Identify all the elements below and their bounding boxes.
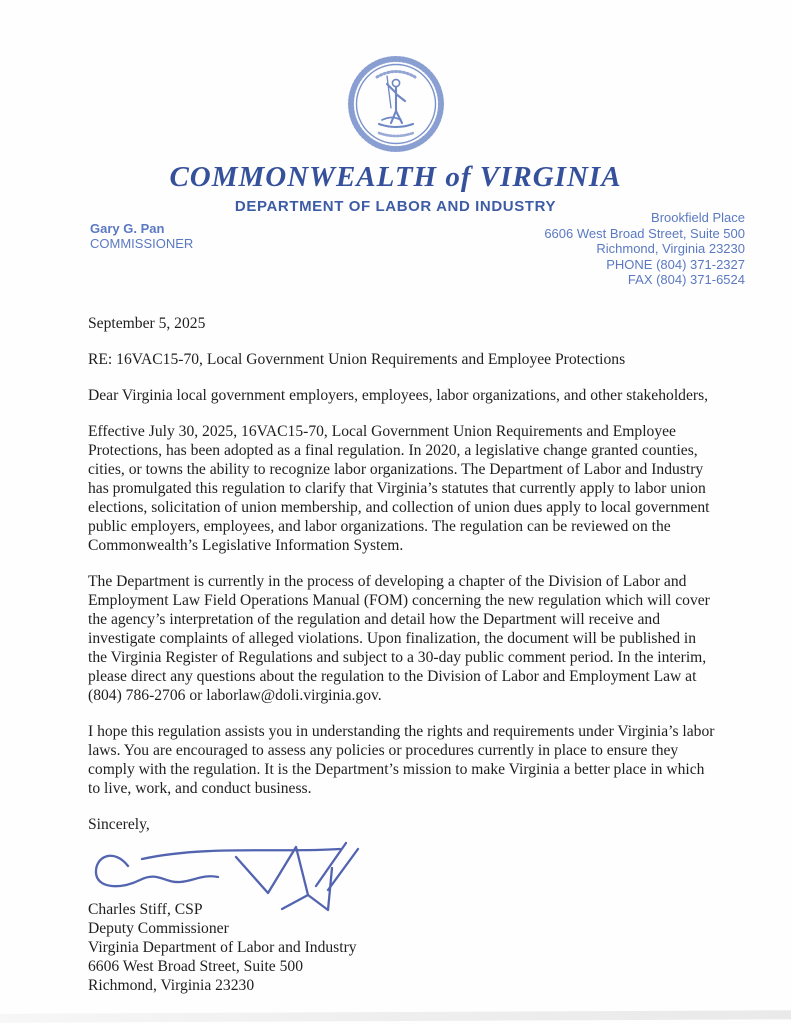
signer-city: Richmond, Virginia 23230 <box>88 976 255 994</box>
org-title: COMMONWEALTH of VIRGINIA <box>169 161 622 193</box>
re-line: RE: 16VAC15-70, Local Government Union Requirements and Employee Protections <box>88 350 626 368</box>
commissioner-name: Gary G. Pan <box>90 221 165 236</box>
address-line: Brookfield Place <box>651 210 745 225</box>
closing: Sincerely, <box>88 815 150 833</box>
paragraph-3: I hope this regulation assists you in understanding the rights and requirements under Virginia’s labor laws. You are encouraged to assess any policies or procedures currently in place to ensure they comply with the regulation. It is the Department’s mission to make Virginia a better place in which to live, work, and conduct business. <box>88 722 715 797</box>
address-line: 6606 West Broad Street, Suite 500 <box>544 225 745 241</box>
handwritten-signature <box>90 836 370 914</box>
signer-org: Virginia Department of Labor and Industry <box>88 938 357 956</box>
letter-body <box>0 288 791 995</box>
letter-date: September 5, 2025 <box>88 314 206 332</box>
dept-title: DEPARTMENT OF LABOR AND INDUSTRY <box>234 198 557 215</box>
address-line: Richmond, Virginia 23230 <box>596 241 745 256</box>
letterhead <box>0 0 791 288</box>
address-line: PHONE (804) 371-2327 <box>606 256 745 272</box>
office-address-block <box>544 210 745 288</box>
virginia-state-seal-icon <box>344 54 448 154</box>
scan-page-edge <box>0 1010 791 1023</box>
letterhead-info-row <box>0 210 791 288</box>
commissioner-block <box>90 210 193 251</box>
signer-street: 6606 West Broad Street, Suite 500 <box>88 957 304 975</box>
signer-title: Deputy Commissioner <box>88 919 229 937</box>
paragraph-1: Effective July 30, 2025, 16VAC15-70, Local Government Union Requirements and Employee Protections, has been adopted as a final regulation. In 2020, a legislative change granted counties, cities, or towns the ability to recognize labor organizations. The Department of Labor and Industry has promulgated this regulation to clarify that Virginia’s statutes that currently apply to labor union elections, solicitation of union membership, and collection of union dues apply to local government public employers, employees, and labor organizations. The regulation can be reviewed on the Commonwealth’s Legislative Information System. <box>88 422 710 554</box>
commissioner-title: COMMISSIONER <box>90 236 194 251</box>
signer-name: Charles Stiff, CSP <box>88 900 203 918</box>
salutation: Dear Virginia local government employers, employees, labor organizations, and other stakeholders, <box>88 386 709 404</box>
paragraph-2: The Department is currently in the process of developing a chapter of the Division of Labor and Employment Law Field Operations Manual (FOM) concerning the new regulation which will cover the agency’s interpretation of the regulation and detail how the Department will receive and investigate complaints of alleged violations. Upon finalization, the document will be published in the Virginia Register of Regulations and subject to a 30-day public comment period. In the interim, please direct any questions about the regulation to the Division of Labor and Employment Law at (804) 786-2706 or laborlaw@doli.virginia.gov. <box>88 572 710 704</box>
address-line: FAX (804) 371-6524 <box>627 272 745 287</box>
